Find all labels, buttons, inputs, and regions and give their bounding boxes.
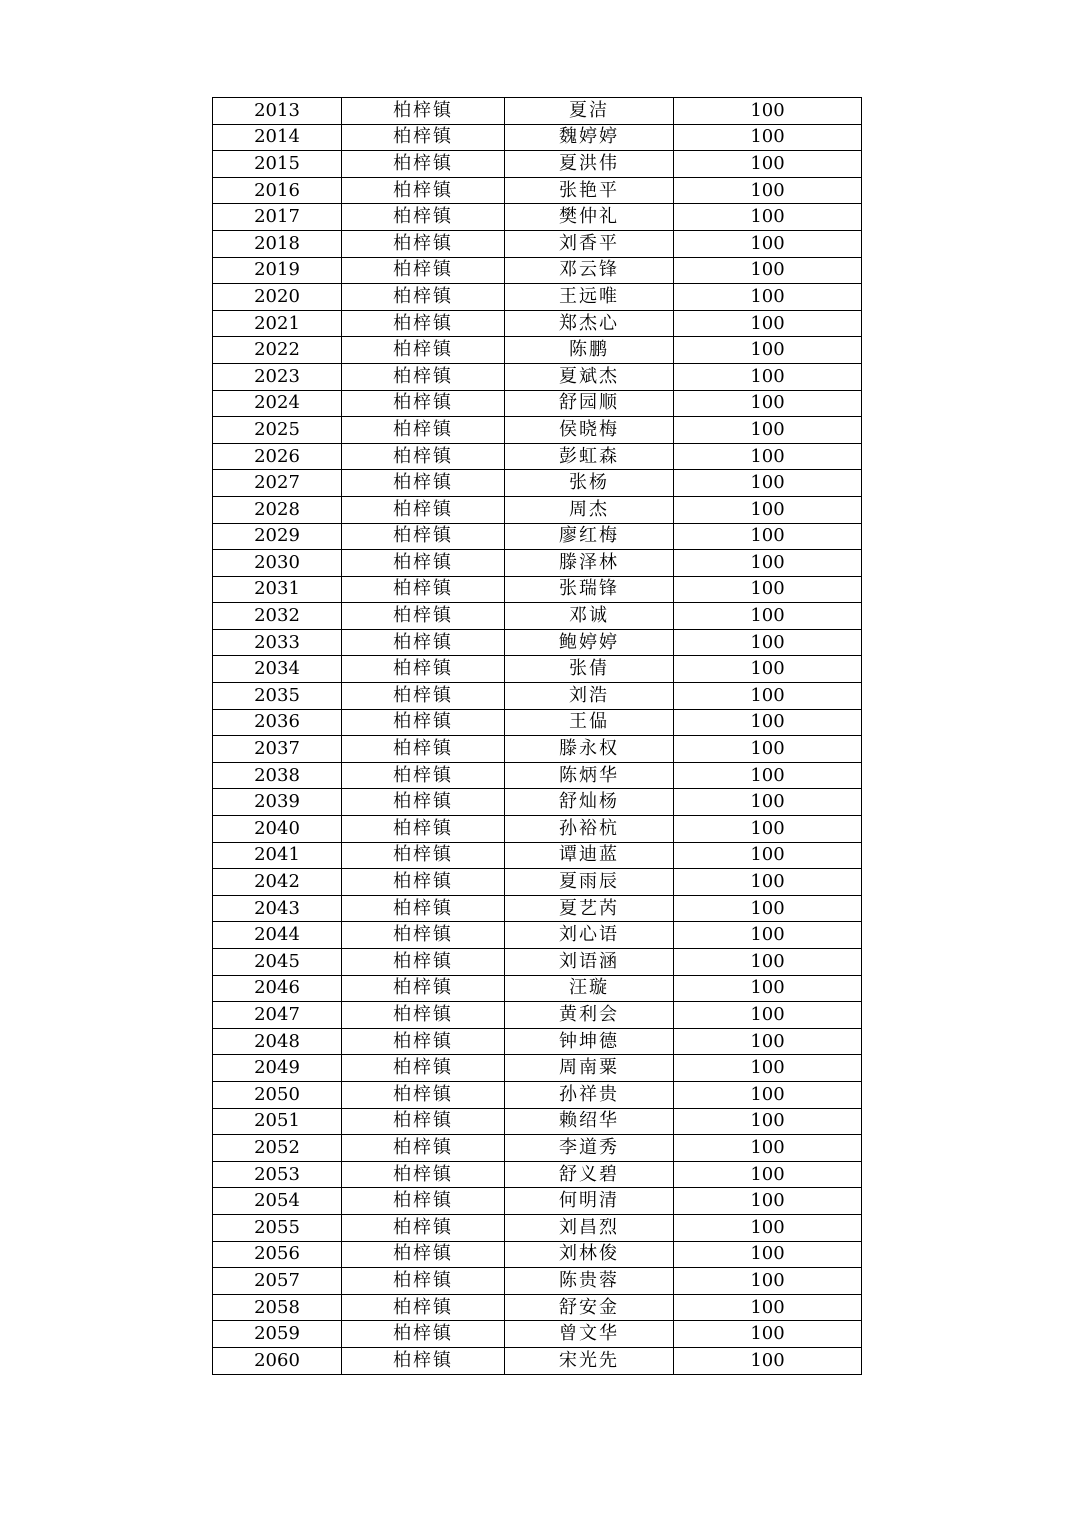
- serial-number-cell: 2032: [213, 603, 342, 630]
- table-row: [213, 204, 862, 231]
- town-cell: 柏梓镇: [342, 656, 505, 683]
- serial-number-cell: 2041: [213, 842, 342, 869]
- table-row: [213, 363, 862, 390]
- town-cell: 柏梓镇: [342, 98, 505, 125]
- person-name-cell: 张艳平: [505, 177, 674, 204]
- table-row: [213, 683, 862, 710]
- amount-cell: 100: [674, 124, 862, 151]
- table-row: [213, 496, 862, 523]
- town-cell: 柏梓镇: [342, 257, 505, 284]
- town-cell: 柏梓镇: [342, 1188, 505, 1215]
- person-name-cell: 王远唯: [505, 284, 674, 311]
- table-row: [213, 762, 862, 789]
- amount-cell: 100: [674, 337, 862, 364]
- town-cell: 柏梓镇: [342, 1135, 505, 1162]
- town-cell: 柏梓镇: [342, 443, 505, 470]
- amount-cell: 100: [674, 895, 862, 922]
- town-cell: 柏梓镇: [342, 470, 505, 497]
- person-name-cell: 张倩: [505, 656, 674, 683]
- serial-number-cell: 2024: [213, 390, 342, 417]
- amount-cell: 100: [674, 257, 862, 284]
- table-row: [213, 177, 862, 204]
- amount-cell: 100: [674, 1055, 862, 1082]
- serial-number-cell: 2033: [213, 629, 342, 656]
- town-cell: 柏梓镇: [342, 709, 505, 736]
- person-name-cell: 舒灿杨: [505, 789, 674, 816]
- table-row: [213, 1321, 862, 1348]
- table-row: [213, 789, 862, 816]
- amount-cell: 100: [674, 922, 862, 949]
- person-name-cell: 夏洪伟: [505, 151, 674, 178]
- serial-number-cell: 2056: [213, 1241, 342, 1268]
- serial-number-cell: 2047: [213, 1002, 342, 1029]
- serial-number-cell: 2031: [213, 576, 342, 603]
- town-cell: 柏梓镇: [342, 1268, 505, 1295]
- serial-number-cell: 2044: [213, 922, 342, 949]
- serial-number-cell: 2045: [213, 949, 342, 976]
- amount-cell: 100: [674, 1241, 862, 1268]
- amount-cell: 100: [674, 177, 862, 204]
- amount-cell: 100: [674, 1081, 862, 1108]
- table-row: [213, 922, 862, 949]
- serial-number-cell: 2057: [213, 1268, 342, 1295]
- person-name-cell: 郑杰心: [505, 310, 674, 337]
- amount-cell: 100: [674, 417, 862, 444]
- table-row: [213, 603, 862, 630]
- town-cell: 柏梓镇: [342, 417, 505, 444]
- person-name-cell: 夏斌杰: [505, 363, 674, 390]
- town-cell: 柏梓镇: [342, 230, 505, 257]
- person-name-cell: 刘浩: [505, 683, 674, 710]
- person-name-cell: 廖红梅: [505, 523, 674, 550]
- table-row: [213, 949, 862, 976]
- person-name-cell: 何明清: [505, 1188, 674, 1215]
- town-cell: 柏梓镇: [342, 922, 505, 949]
- amount-cell: 100: [674, 603, 862, 630]
- town-cell: 柏梓镇: [342, 496, 505, 523]
- town-cell: 柏梓镇: [342, 1214, 505, 1241]
- table-row: [213, 1081, 862, 1108]
- table-row: [213, 284, 862, 311]
- table-row: [213, 1241, 862, 1268]
- person-name-cell: 刘林俊: [505, 1241, 674, 1268]
- serial-number-cell: 2017: [213, 204, 342, 231]
- table-row: [213, 390, 862, 417]
- serial-number-cell: 2021: [213, 310, 342, 337]
- table-row: [213, 816, 862, 843]
- amount-cell: 100: [674, 629, 862, 656]
- amount-cell: 100: [674, 470, 862, 497]
- town-cell: 柏梓镇: [342, 337, 505, 364]
- table-row: [213, 1347, 862, 1374]
- amount-cell: 100: [674, 949, 862, 976]
- town-cell: 柏梓镇: [342, 390, 505, 417]
- table-row: [213, 470, 862, 497]
- person-name-cell: 黄利会: [505, 1002, 674, 1029]
- amount-cell: 100: [674, 975, 862, 1002]
- serial-number-cell: 2051: [213, 1108, 342, 1135]
- person-name-cell: 舒园顺: [505, 390, 674, 417]
- amount-cell: 100: [674, 363, 862, 390]
- town-cell: 柏梓镇: [342, 1347, 505, 1374]
- amount-cell: 100: [674, 523, 862, 550]
- person-name-cell: 邓云锋: [505, 257, 674, 284]
- amount-cell: 100: [674, 656, 862, 683]
- person-name-cell: 舒义碧: [505, 1161, 674, 1188]
- amount-cell: 100: [674, 1268, 862, 1295]
- table-row: [213, 1161, 862, 1188]
- serial-number-cell: 2025: [213, 417, 342, 444]
- serial-number-cell: 2037: [213, 736, 342, 763]
- town-cell: 柏梓镇: [342, 124, 505, 151]
- person-name-cell: 孙裕杭: [505, 816, 674, 843]
- table-row: [213, 523, 862, 550]
- amount-cell: 100: [674, 230, 862, 257]
- amount-cell: 100: [674, 816, 862, 843]
- serial-number-cell: 2050: [213, 1081, 342, 1108]
- table-row: [213, 151, 862, 178]
- town-cell: 柏梓镇: [342, 603, 505, 630]
- serial-number-cell: 2018: [213, 230, 342, 257]
- person-name-cell: 曾文华: [505, 1321, 674, 1348]
- serial-number-cell: 2030: [213, 550, 342, 577]
- table-row: [213, 1028, 862, 1055]
- town-cell: 柏梓镇: [342, 949, 505, 976]
- amount-cell: 100: [674, 1002, 862, 1029]
- person-name-cell: 周南粟: [505, 1055, 674, 1082]
- table-row: [213, 443, 862, 470]
- town-cell: 柏梓镇: [342, 151, 505, 178]
- person-name-cell: 谭迪蓝: [505, 842, 674, 869]
- table-row: [213, 124, 862, 151]
- person-name-cell: 李道秀: [505, 1135, 674, 1162]
- person-name-cell: 周杰: [505, 496, 674, 523]
- town-cell: 柏梓镇: [342, 789, 505, 816]
- person-name-cell: 王偘: [505, 709, 674, 736]
- amount-cell: 100: [674, 1294, 862, 1321]
- person-name-cell: 刘香平: [505, 230, 674, 257]
- person-name-cell: 陈鹏: [505, 337, 674, 364]
- table-row: [213, 1268, 862, 1295]
- table-row: [213, 230, 862, 257]
- town-cell: 柏梓镇: [342, 363, 505, 390]
- town-cell: 柏梓镇: [342, 284, 505, 311]
- table-row: [213, 975, 862, 1002]
- serial-number-cell: 2049: [213, 1055, 342, 1082]
- serial-number-cell: 2035: [213, 683, 342, 710]
- town-cell: 柏梓镇: [342, 895, 505, 922]
- serial-number-cell: 2019: [213, 257, 342, 284]
- serial-number-cell: 2016: [213, 177, 342, 204]
- amount-cell: 100: [674, 869, 862, 896]
- table-row: [213, 629, 862, 656]
- town-cell: 柏梓镇: [342, 1002, 505, 1029]
- person-name-cell: 樊仲礼: [505, 204, 674, 231]
- table-row: [213, 895, 862, 922]
- town-cell: 柏梓镇: [342, 177, 505, 204]
- serial-number-cell: 2042: [213, 869, 342, 896]
- serial-number-cell: 2036: [213, 709, 342, 736]
- table-row: [213, 576, 862, 603]
- table-row: [213, 417, 862, 444]
- person-name-cell: 张杨: [505, 470, 674, 497]
- serial-number-cell: 2039: [213, 789, 342, 816]
- amount-cell: 100: [674, 709, 862, 736]
- person-name-cell: 张瑞锋: [505, 576, 674, 603]
- person-name-cell: 鲍婷婷: [505, 629, 674, 656]
- amount-cell: 100: [674, 1135, 862, 1162]
- person-name-cell: 邓诚: [505, 603, 674, 630]
- amount-cell: 100: [674, 1214, 862, 1241]
- person-name-cell: 魏婷婷: [505, 124, 674, 151]
- person-name-cell: 侯晓梅: [505, 417, 674, 444]
- serial-number-cell: 2027: [213, 470, 342, 497]
- town-cell: 柏梓镇: [342, 1161, 505, 1188]
- town-cell: 柏梓镇: [342, 629, 505, 656]
- person-name-cell: 钟坤德: [505, 1028, 674, 1055]
- serial-number-cell: 2043: [213, 895, 342, 922]
- serial-number-cell: 2022: [213, 337, 342, 364]
- table-row: [213, 1055, 862, 1082]
- amount-cell: 100: [674, 762, 862, 789]
- serial-number-cell: 2014: [213, 124, 342, 151]
- serial-number-cell: 2060: [213, 1347, 342, 1374]
- amount-cell: 100: [674, 1347, 862, 1374]
- person-name-cell: 滕泽林: [505, 550, 674, 577]
- table-row: [213, 337, 862, 364]
- town-cell: 柏梓镇: [342, 523, 505, 550]
- town-cell: 柏梓镇: [342, 576, 505, 603]
- table-row: [213, 656, 862, 683]
- amount-cell: 100: [674, 576, 862, 603]
- person-name-cell: 舒安金: [505, 1294, 674, 1321]
- serial-number-cell: 2023: [213, 363, 342, 390]
- serial-number-cell: 2013: [213, 98, 342, 125]
- serial-number-cell: 2058: [213, 1294, 342, 1321]
- serial-number-cell: 2015: [213, 151, 342, 178]
- table-row: [213, 1188, 862, 1215]
- person-name-cell: 宋光先: [505, 1347, 674, 1374]
- serial-number-cell: 2034: [213, 656, 342, 683]
- town-cell: 柏梓镇: [342, 550, 505, 577]
- table-row: [213, 1002, 862, 1029]
- town-cell: 柏梓镇: [342, 762, 505, 789]
- table-row: [213, 257, 862, 284]
- town-cell: 柏梓镇: [342, 1081, 505, 1108]
- table-row: [213, 1214, 862, 1241]
- table-row: [213, 1135, 862, 1162]
- serial-number-cell: 2038: [213, 762, 342, 789]
- person-name-cell: 夏洁: [505, 98, 674, 125]
- table-row: [213, 98, 862, 125]
- serial-number-cell: 2029: [213, 523, 342, 550]
- town-cell: 柏梓镇: [342, 975, 505, 1002]
- amount-cell: 100: [674, 443, 862, 470]
- amount-cell: 100: [674, 789, 862, 816]
- serial-number-cell: 2040: [213, 816, 342, 843]
- amount-cell: 100: [674, 1321, 862, 1348]
- person-name-cell: 滕永权: [505, 736, 674, 763]
- town-cell: 柏梓镇: [342, 204, 505, 231]
- recipient-table: [212, 97, 862, 1375]
- town-cell: 柏梓镇: [342, 1055, 505, 1082]
- table-row: [213, 842, 862, 869]
- town-cell: 柏梓镇: [342, 1028, 505, 1055]
- person-name-cell: 彭虹森: [505, 443, 674, 470]
- amount-cell: 100: [674, 1188, 862, 1215]
- serial-number-cell: 2052: [213, 1135, 342, 1162]
- person-name-cell: 夏雨辰: [505, 869, 674, 896]
- town-cell: 柏梓镇: [342, 683, 505, 710]
- amount-cell: 100: [674, 736, 862, 763]
- town-cell: 柏梓镇: [342, 736, 505, 763]
- serial-number-cell: 2059: [213, 1321, 342, 1348]
- serial-number-cell: 2026: [213, 443, 342, 470]
- serial-number-cell: 2053: [213, 1161, 342, 1188]
- town-cell: 柏梓镇: [342, 1241, 505, 1268]
- town-cell: 柏梓镇: [342, 816, 505, 843]
- table-body: [213, 98, 862, 1375]
- amount-cell: 100: [674, 284, 862, 311]
- table-row: [213, 1294, 862, 1321]
- amount-cell: 100: [674, 1028, 862, 1055]
- serial-number-cell: 2046: [213, 975, 342, 1002]
- town-cell: 柏梓镇: [342, 310, 505, 337]
- town-cell: 柏梓镇: [342, 869, 505, 896]
- table-row: [213, 736, 862, 763]
- amount-cell: 100: [674, 390, 862, 417]
- amount-cell: 100: [674, 204, 862, 231]
- serial-number-cell: 2054: [213, 1188, 342, 1215]
- person-name-cell: 陈贵蓉: [505, 1268, 674, 1295]
- person-name-cell: 汪璇: [505, 975, 674, 1002]
- amount-cell: 100: [674, 98, 862, 125]
- amount-cell: 100: [674, 842, 862, 869]
- table-row: [213, 550, 862, 577]
- person-name-cell: 陈炳华: [505, 762, 674, 789]
- person-name-cell: 孙祥贵: [505, 1081, 674, 1108]
- serial-number-cell: 2048: [213, 1028, 342, 1055]
- table-row: [213, 709, 862, 736]
- amount-cell: 100: [674, 550, 862, 577]
- table-row: [213, 869, 862, 896]
- town-cell: 柏梓镇: [342, 842, 505, 869]
- table-row: [213, 1108, 862, 1135]
- serial-number-cell: 2028: [213, 496, 342, 523]
- table-row: [213, 310, 862, 337]
- amount-cell: 100: [674, 310, 862, 337]
- person-name-cell: 刘语涵: [505, 949, 674, 976]
- amount-cell: 100: [674, 683, 862, 710]
- town-cell: 柏梓镇: [342, 1294, 505, 1321]
- serial-number-cell: 2055: [213, 1214, 342, 1241]
- person-name-cell: 赖绍华: [505, 1108, 674, 1135]
- person-name-cell: 刘昌烈: [505, 1214, 674, 1241]
- town-cell: 柏梓镇: [342, 1321, 505, 1348]
- person-name-cell: 夏艺芮: [505, 895, 674, 922]
- person-name-cell: 刘心语: [505, 922, 674, 949]
- amount-cell: 100: [674, 496, 862, 523]
- serial-number-cell: 2020: [213, 284, 342, 311]
- amount-cell: 100: [674, 151, 862, 178]
- town-cell: 柏梓镇: [342, 1108, 505, 1135]
- amount-cell: 100: [674, 1161, 862, 1188]
- amount-cell: 100: [674, 1108, 862, 1135]
